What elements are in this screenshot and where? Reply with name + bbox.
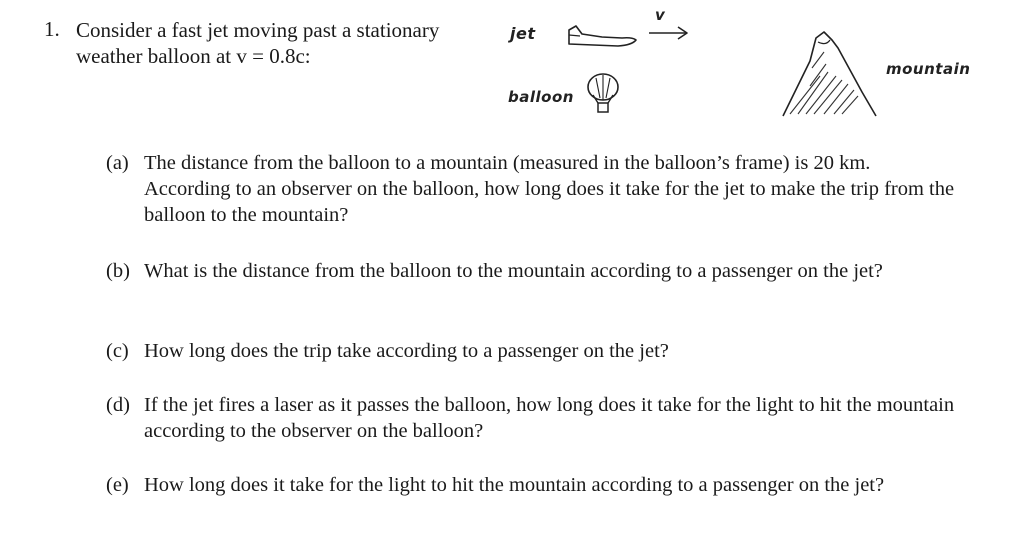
part-e xyxy=(106,472,956,498)
jet-label: jet xyxy=(510,24,536,43)
part-a-text: The distance from the balloon to a mountain (measured in the balloon’s frame) is 20 km. According to an observer on the balloon, how long does it take for the jet to make the trip from the balloon to the mountain? xyxy=(144,152,955,226)
velocity-arrow-icon xyxy=(648,26,690,40)
part-b xyxy=(106,258,956,284)
part-d-letter: (d) xyxy=(106,394,130,416)
part-b-text: What is the distance from the balloon to the mountain according to a passenger on the jet? xyxy=(144,260,883,282)
part-b-letter: (b) xyxy=(106,260,130,282)
balloon-label: balloon xyxy=(508,88,574,106)
part-d xyxy=(106,392,956,444)
part-d-text: If the jet fires a laser as it passes the balloon, how long does it take for the light to hit the mountain according to the observer on the balloon? xyxy=(144,394,955,442)
mountain-drawing xyxy=(780,26,880,121)
velocity-label: v xyxy=(655,6,666,24)
part-a xyxy=(106,150,956,228)
mountain-label: mountain xyxy=(886,60,971,78)
problem-number: 1. xyxy=(44,17,60,41)
problem-intro: Consider a fast jet moving past a stationary weather balloon at v = 0.8c: xyxy=(76,18,440,68)
part-e-letter: (e) xyxy=(106,474,129,496)
part-c xyxy=(106,338,956,364)
part-a-letter: (a) xyxy=(106,152,129,174)
jet-drawing xyxy=(566,22,646,52)
part-e-text: How long does it take for the light to hit the mountain according to a passenger on the jet? xyxy=(144,474,885,496)
part-c-text: How long does the trip take according to a passenger on the jet? xyxy=(144,340,669,362)
part-c-letter: (c) xyxy=(106,340,129,362)
balloon-icon xyxy=(585,72,621,118)
